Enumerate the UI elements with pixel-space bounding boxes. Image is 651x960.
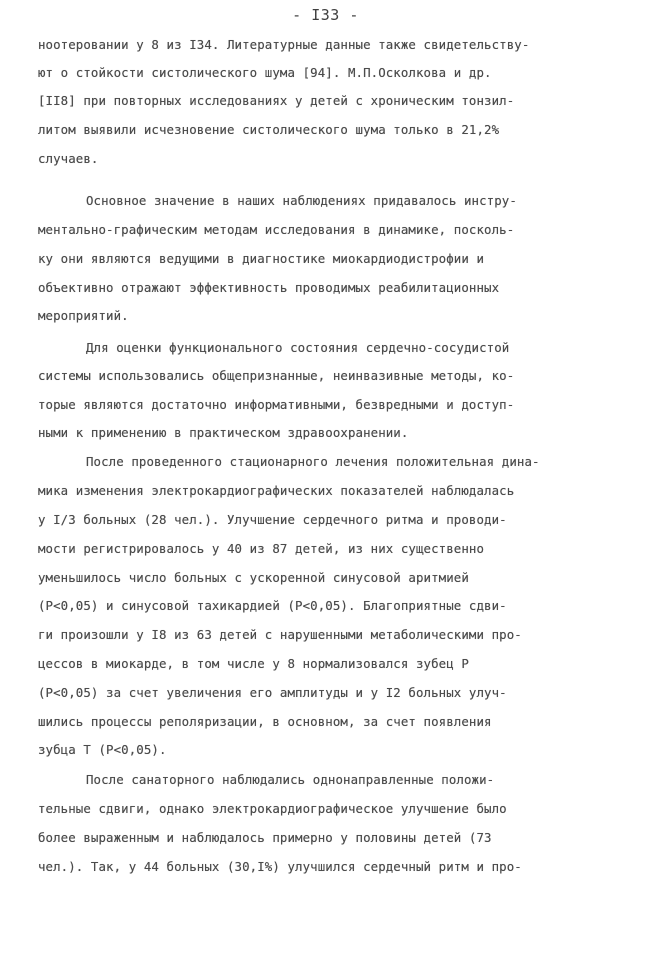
text-line-28: более выраженным и наблюдалось примерно у половины детей (73 <box>38 830 492 845</box>
text-line-10: мероприятий. <box>38 308 129 323</box>
text-line-23: (P<0,05) за счет увеличения его амплитуды и у I2 больных улуч- <box>38 685 507 700</box>
text-line-6: Основное значение в наших наблюдениях придавалось инстру- <box>86 193 517 208</box>
text-line-29: чел.). Так, у 44 больных (30,I%) улучшился сердечный ритм и про- <box>38 859 522 874</box>
text-line-4: литом выявили исчезновение систолического шума только в 21,2% <box>38 122 500 137</box>
text-line-12: системы использовались общепризнанные, неинвазивные методы, ко- <box>38 368 515 383</box>
text-line-19: уменьшилось число больных с ускоренной синусовой аритмией <box>38 570 469 585</box>
text-line-9: объективно отражают эффективность проводимых реабилитационных <box>38 280 500 295</box>
text-line-5: случаев. <box>38 151 99 166</box>
text-line-15: После проведенного стационарного лечения положительная дина- <box>86 454 540 469</box>
text-line-16: мика изменения электрокардиографических показателей наблюдалась <box>38 483 515 498</box>
text-line-3: [II8] при повторных исследованиях у детей с хроническим тонзил- <box>38 93 515 108</box>
text-line-1: ноотеровании у 8 из I34. Литературные данные также свидетельству- <box>38 37 530 52</box>
text-line-20: (P<0,05) и синусовой тахикардией (P<0,05). Благоприятные сдви- <box>38 598 507 613</box>
page-number: - I33 - <box>292 6 359 24</box>
text-line-21: ги произошли у I8 из 63 детей с нарушенными метаболическими про- <box>38 627 522 642</box>
text-line-7: ментально-графическим методам исследования в динамике, посколь- <box>38 222 515 237</box>
text-line-14: ными к применению в практическом здравоохранении. <box>38 425 409 440</box>
text-line-18: мости регистрировалось у 40 из 87 детей, из них существенно <box>38 541 485 556</box>
text-line-24: шились процессы реполяризации, в основном, за счет появления <box>38 714 492 729</box>
text-line-27: тельные сдвиги, однако электрокардиографическое улучшение было <box>38 801 507 816</box>
text-line-25: зубца T (P<0,05). <box>38 742 167 757</box>
text-line-17: у I/3 больных (28 чел.). Улучшение сердечного ритма и проводи- <box>38 512 507 527</box>
text-line-11: Для оценки функционального состояния сердечно-сосудистой <box>86 340 510 355</box>
text-line-13: торые являются достаточно информативными, безвредными и доступ- <box>38 397 515 412</box>
text-line-22: цессов в миокарде, в том числе у 8 нормализовался зубец P <box>38 656 469 671</box>
text-line-26: После санаторного наблюдались однонаправленные положи- <box>86 772 495 787</box>
text-line-2: ют о стойкости систолического шума [94]. М.П.Осколкова и др. <box>38 65 492 80</box>
text-line-8: ку они являются ведущими в диагностике миокардиодистрофии и <box>38 251 485 266</box>
